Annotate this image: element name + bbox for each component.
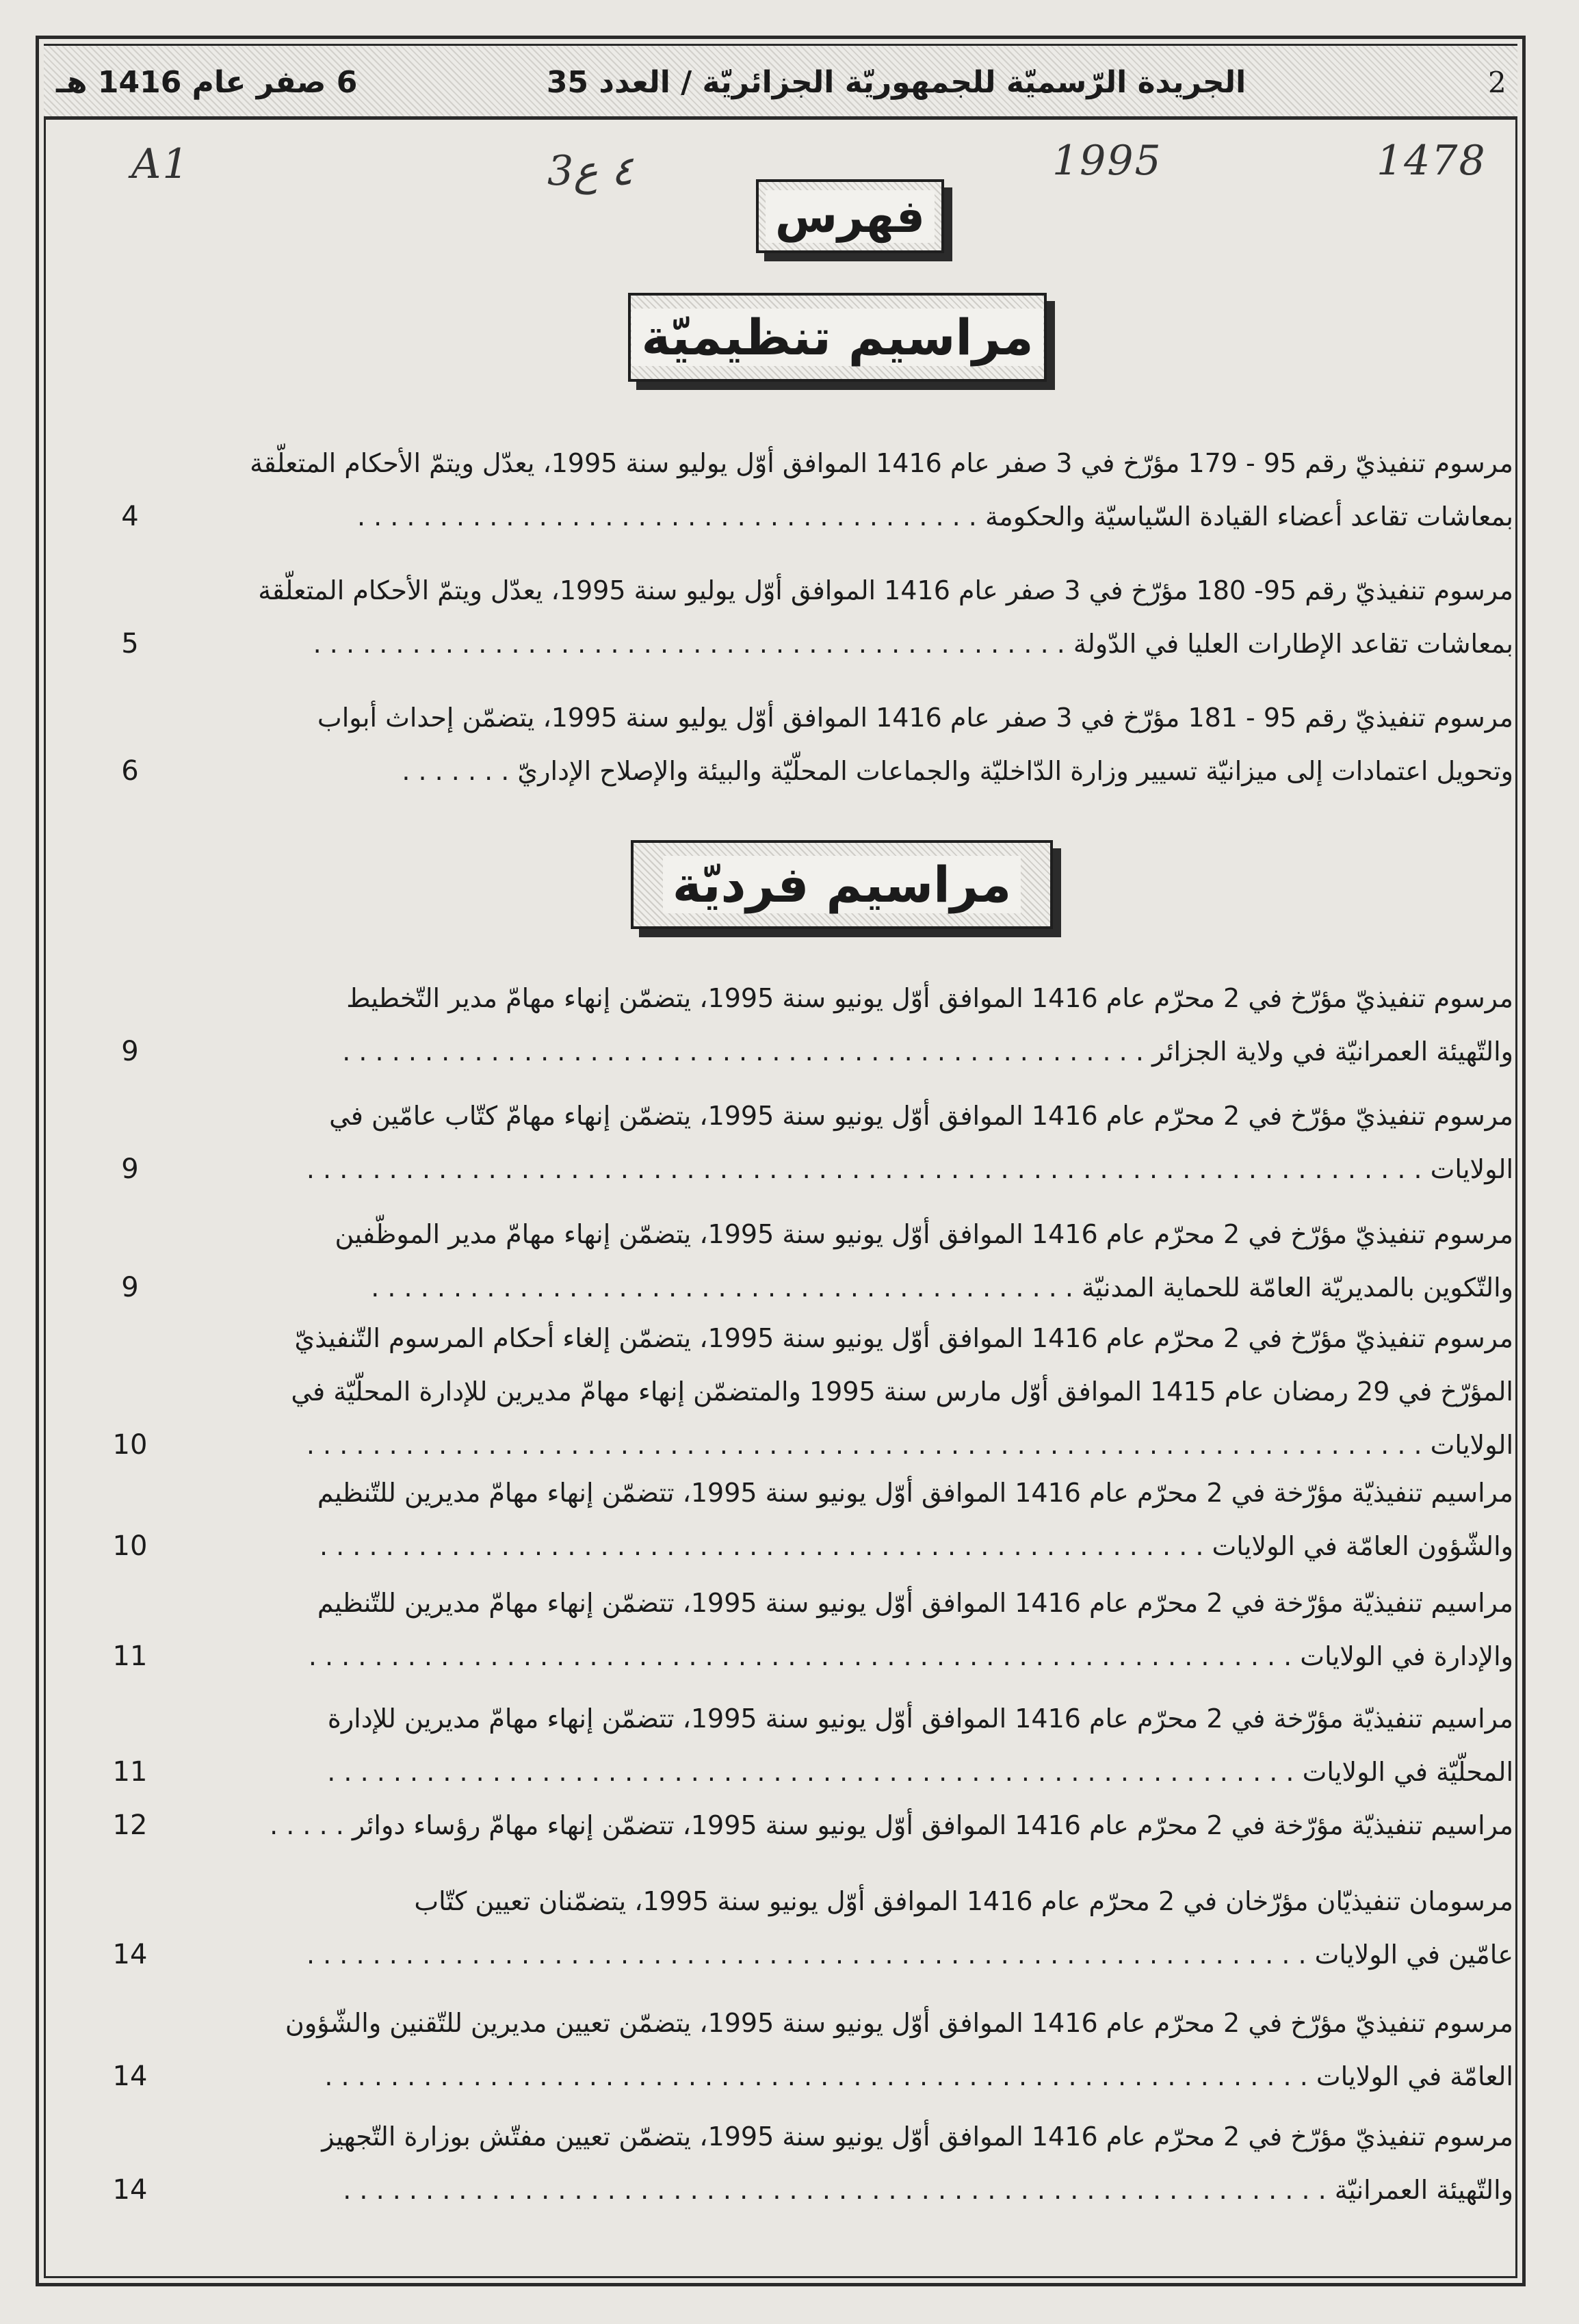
toc-entry-line: مرسوم تنفيذيّ مؤرّخ في 2 محرّم عام 1416 الموافق أوّل يونيو سنة 1995، يتضمّن تعيين مديرين للتّقنين والشّؤون <box>285 2008 1513 2038</box>
toc-entry[interactable] <box>174 1311 1513 1472</box>
toc-page-number: 14 <box>112 2061 148 2092</box>
page-number: 2 <box>1488 66 1506 99</box>
toc-entry-line: بمعاشات تقاعد الإطارات العليا في الدّولة . . . . . . . . . . . . . . . . . . . . . . . . . . . . . . . . . . . . . . . . . . . . . . <box>313 629 1513 659</box>
toc-page-number: 10 <box>112 1429 148 1461</box>
toc-entry-line: والتّهيئة العمرانيّة في ولاية الجزائر . . . . . . . . . . . . . . . . . . . . . . . . . . . . . . . . . . . . . . . . . . . . . . . . . <box>342 1036 1513 1067</box>
handwritten-year: 1995 <box>1052 137 1162 185</box>
toc-entry-line: مرسوم تنفيذيّ رقم 95- 180 مؤرّخ في 3 صفر عام 1416 الموافق أوّل يوليو سنة 1995، يعدّل ويتمّ الأحكام المتعلّقة <box>258 575 1513 605</box>
toc-entry-line: وتحويل اعتمادات إلى ميزانيّة تسيير وزارة الدّاخليّة والجماعات المحلّيّة والبيئة والإصلاح الإداريّ . . . . . . . <box>402 756 1513 786</box>
toc-entry-line: والإدارة في الولايات . . . . . . . . . . . . . . . . . . . . . . . . . . . . . . . . . . . . . . . . . . . . . . . . . . . . . . . . . . . . <box>308 1641 1513 1671</box>
toc-entry-line: والتّكوين بالمديريّة العامّة للحماية المدنيّة . . . . . . . . . . . . . . . . . . . . . . . . . . . . . . . . . . . . . . . . . . . <box>371 1272 1513 1303</box>
handwritten-ref: 1478 <box>1376 137 1487 185</box>
issue-date: 6 صفر عام 1416 هـ <box>56 65 358 100</box>
toc-entry[interactable] <box>174 1996 1513 2103</box>
toc-entry-line: مرسوم تنفيذيّ رقم 95 - 179 مؤرّخ في 3 صفر عام 1416 الموافق أوّل يوليو سنة 1995، يعدّل ويتمّ الأحكام المتعلّقة <box>250 448 1513 478</box>
toc-entry[interactable] <box>174 564 1513 670</box>
toc-page-number: 6 <box>121 755 139 787</box>
section-title-individual: مراسيم فرديّة <box>663 856 1021 913</box>
toc-entry[interactable] <box>174 1799 1513 1852</box>
toc-entry[interactable] <box>174 1089 1513 1196</box>
toc-entry-line: المؤرّخ في 29 رمضان عام 1415 الموافق أوّل مارس سنة 1995 والمتضمّن إنهاء مهامّ مديرين للإدارة المحلّيّة في <box>291 1376 1513 1407</box>
toc-page-number: 4 <box>121 501 139 532</box>
toc-entry-line: والشّؤون العامّة في الولايات . . . . . . . . . . . . . . . . . . . . . . . . . . . . . . . . . . . . . . . . . . . . . . . . . . . . . . <box>319 1531 1513 1561</box>
toc-page-number: 5 <box>121 628 139 660</box>
toc-entry-line: العامّة في الولايات . . . . . . . . . . . . . . . . . . . . . . . . . . . . . . . . . . . . . . . . . . . . . . . . . . . . . . . . . . . . <box>324 2061 1513 2091</box>
toc-entry-line: والتّهيئة العمرانيّة . . . . . . . . . . . . . . . . . . . . . . . . . . . . . . . . . . . . . . . . . . . . . . . . . . . . . . . . . . . . <box>343 2175 1513 2205</box>
index-title-box <box>756 179 944 253</box>
toc-entry-line: المحلّيّة في الولايات . . . . . . . . . . . . . . . . . . . . . . . . . . . . . . . . . . . . . . . . . . . . . . . . . . . . . . . . . . . <box>327 1757 1513 1787</box>
section-title-box-individual <box>631 840 1053 929</box>
toc-entry-line: مرسومان تنفيذيّان مؤرّخان في 2 محرّم عام 1416 الموافق أوّل يونيو سنة 1995، يتضمّنان تعيين كتّاب <box>414 1886 1513 1916</box>
handwritten-mark-left: A1 <box>131 140 190 188</box>
toc-page-number: 12 <box>112 1810 148 1841</box>
toc-entry[interactable] <box>174 1692 1513 1799</box>
handwritten-mark-mid: 3٤ ع <box>547 147 634 195</box>
toc-page-number: 9 <box>121 1272 139 1303</box>
toc-entry-line: مرسوم تنفيذيّ مؤرّخ في 2 محرّم عام 1416 الموافق أوّل يونيو سنة 1995، يتضمّن تعيين مفتّش بوزارة التّجهيز <box>322 2121 1513 2152</box>
section-title-regulatory: مراسيم تنظيميّة <box>631 309 1043 366</box>
toc-entry-line: مرسوم تنفيذيّ مؤرّخ في 2 محرّم عام 1416 الموافق أوّل يونيو سنة 1995، يتضمّن إلغاء أحكام المرسوم التّنفيذيّ <box>294 1323 1513 1353</box>
toc-entry-line: بمعاشات تقاعد أعضاء القيادة السّياسيّة والحكومة . . . . . . . . . . . . . . . . . . . . . . . . . . . . . . . . . . . . . . <box>356 501 1513 532</box>
toc-page-number: 14 <box>112 1939 148 1970</box>
toc-page-number: 10 <box>112 1530 148 1562</box>
toc-entry-line: مراسيم تنفيذيّة مؤرّخة في 2 محرّم عام 1416 الموافق أوّل يونيو سنة 1995، تتضمّن إنهاء مهامّ مديرين للإدارة <box>327 1703 1513 1734</box>
toc-page-number: 11 <box>112 1756 148 1788</box>
toc-entry[interactable] <box>174 1207 1513 1314</box>
toc-page-number: 9 <box>121 1036 139 1067</box>
section-title-box-regulatory <box>628 293 1047 382</box>
toc-entry-line: الولايات . . . . . . . . . . . . . . . . . . . . . . . . . . . . . . . . . . . . . . . . . . . . . . . . . . . . . . . . . . . . . . . . . . . . <box>306 1154 1513 1184</box>
toc-page-number: 9 <box>121 1153 139 1185</box>
toc-entry-line: عامّين في الولايات . . . . . . . . . . . . . . . . . . . . . . . . . . . . . . . . . . . . . . . . . . . . . . . . . . . . . . . . . . . . . <box>306 1940 1513 1970</box>
toc-entry[interactable] <box>174 1576 1513 1683</box>
toc-entry-line: مراسيم تنفيذيّة مؤرّخة في 2 محرّم عام 1416 الموافق أوّل يونيو سنة 1995، تتضمّن إنهاء مهامّ مديرين للتّنظيم <box>317 1478 1513 1508</box>
toc-page-number: 14 <box>112 2174 148 2206</box>
toc-entry[interactable] <box>174 971 1513 1078</box>
toc-entry[interactable] <box>174 691 1513 798</box>
toc-entry-line: مراسيم تنفيذيّة مؤرّخة في 2 محرّم عام 1416 الموافق أوّل يونيو سنة 1995، تتضمّن إنهاء مهامّ مديرين للتّنظيم <box>317 1588 1513 1618</box>
toc-page-number: 11 <box>112 1641 148 1672</box>
toc-entry-line: مرسوم تنفيذيّ رقم 95 - 181 مؤرّخ في 3 صفر عام 1416 الموافق أوّل يوليو سنة 1995، يتضمّن إحداث أبواب <box>317 703 1513 733</box>
toc-entry-line: مرسوم تنفيذيّ مؤرّخ في 2 محرّم عام 1416 الموافق أوّل يونيو سنة 1995، يتضمّن إنهاء مهامّ كتّاب عامّين في <box>329 1101 1513 1131</box>
index-title: فهرس <box>766 190 935 243</box>
toc-entry-line: الولايات . . . . . . . . . . . . . . . . . . . . . . . . . . . . . . . . . . . . . . . . . . . . . . . . . . . . . . . . . . . . . . . . . . . . <box>306 1430 1513 1460</box>
toc-entry-line: مرسوم تنفيذيّ مؤرّخ في 2 محرّم عام 1416 الموافق أوّل يونيو سنة 1995، يتضمّن إنهاء مهامّ مدير التّخطيط <box>346 983 1513 1013</box>
toc-entry[interactable] <box>174 1466 1513 1573</box>
toc-entry[interactable] <box>174 436 1513 543</box>
toc-entry-line: مرسوم تنفيذيّ مؤرّخ في 2 محرّم عام 1416 الموافق أوّل يونيو سنة 1995، يتضمّن إنهاء مهامّ مدير الموظّفين <box>335 1219 1513 1249</box>
toc-entry[interactable] <box>174 2110 1513 2217</box>
gazette-title: الجريدة الرّسميّة للجمهوريّة الجزائريّة / العدد 35 <box>546 65 1247 100</box>
toc-entry-line: مراسيم تنفيذيّة مؤرّخة في 2 محرّم عام 1416 الموافق أوّل يونيو سنة 1995، تتضمّن إنهاء مهامّ رؤساء دوائر . . . . . <box>270 1810 1513 1840</box>
toc-entry[interactable] <box>174 1875 1513 1981</box>
